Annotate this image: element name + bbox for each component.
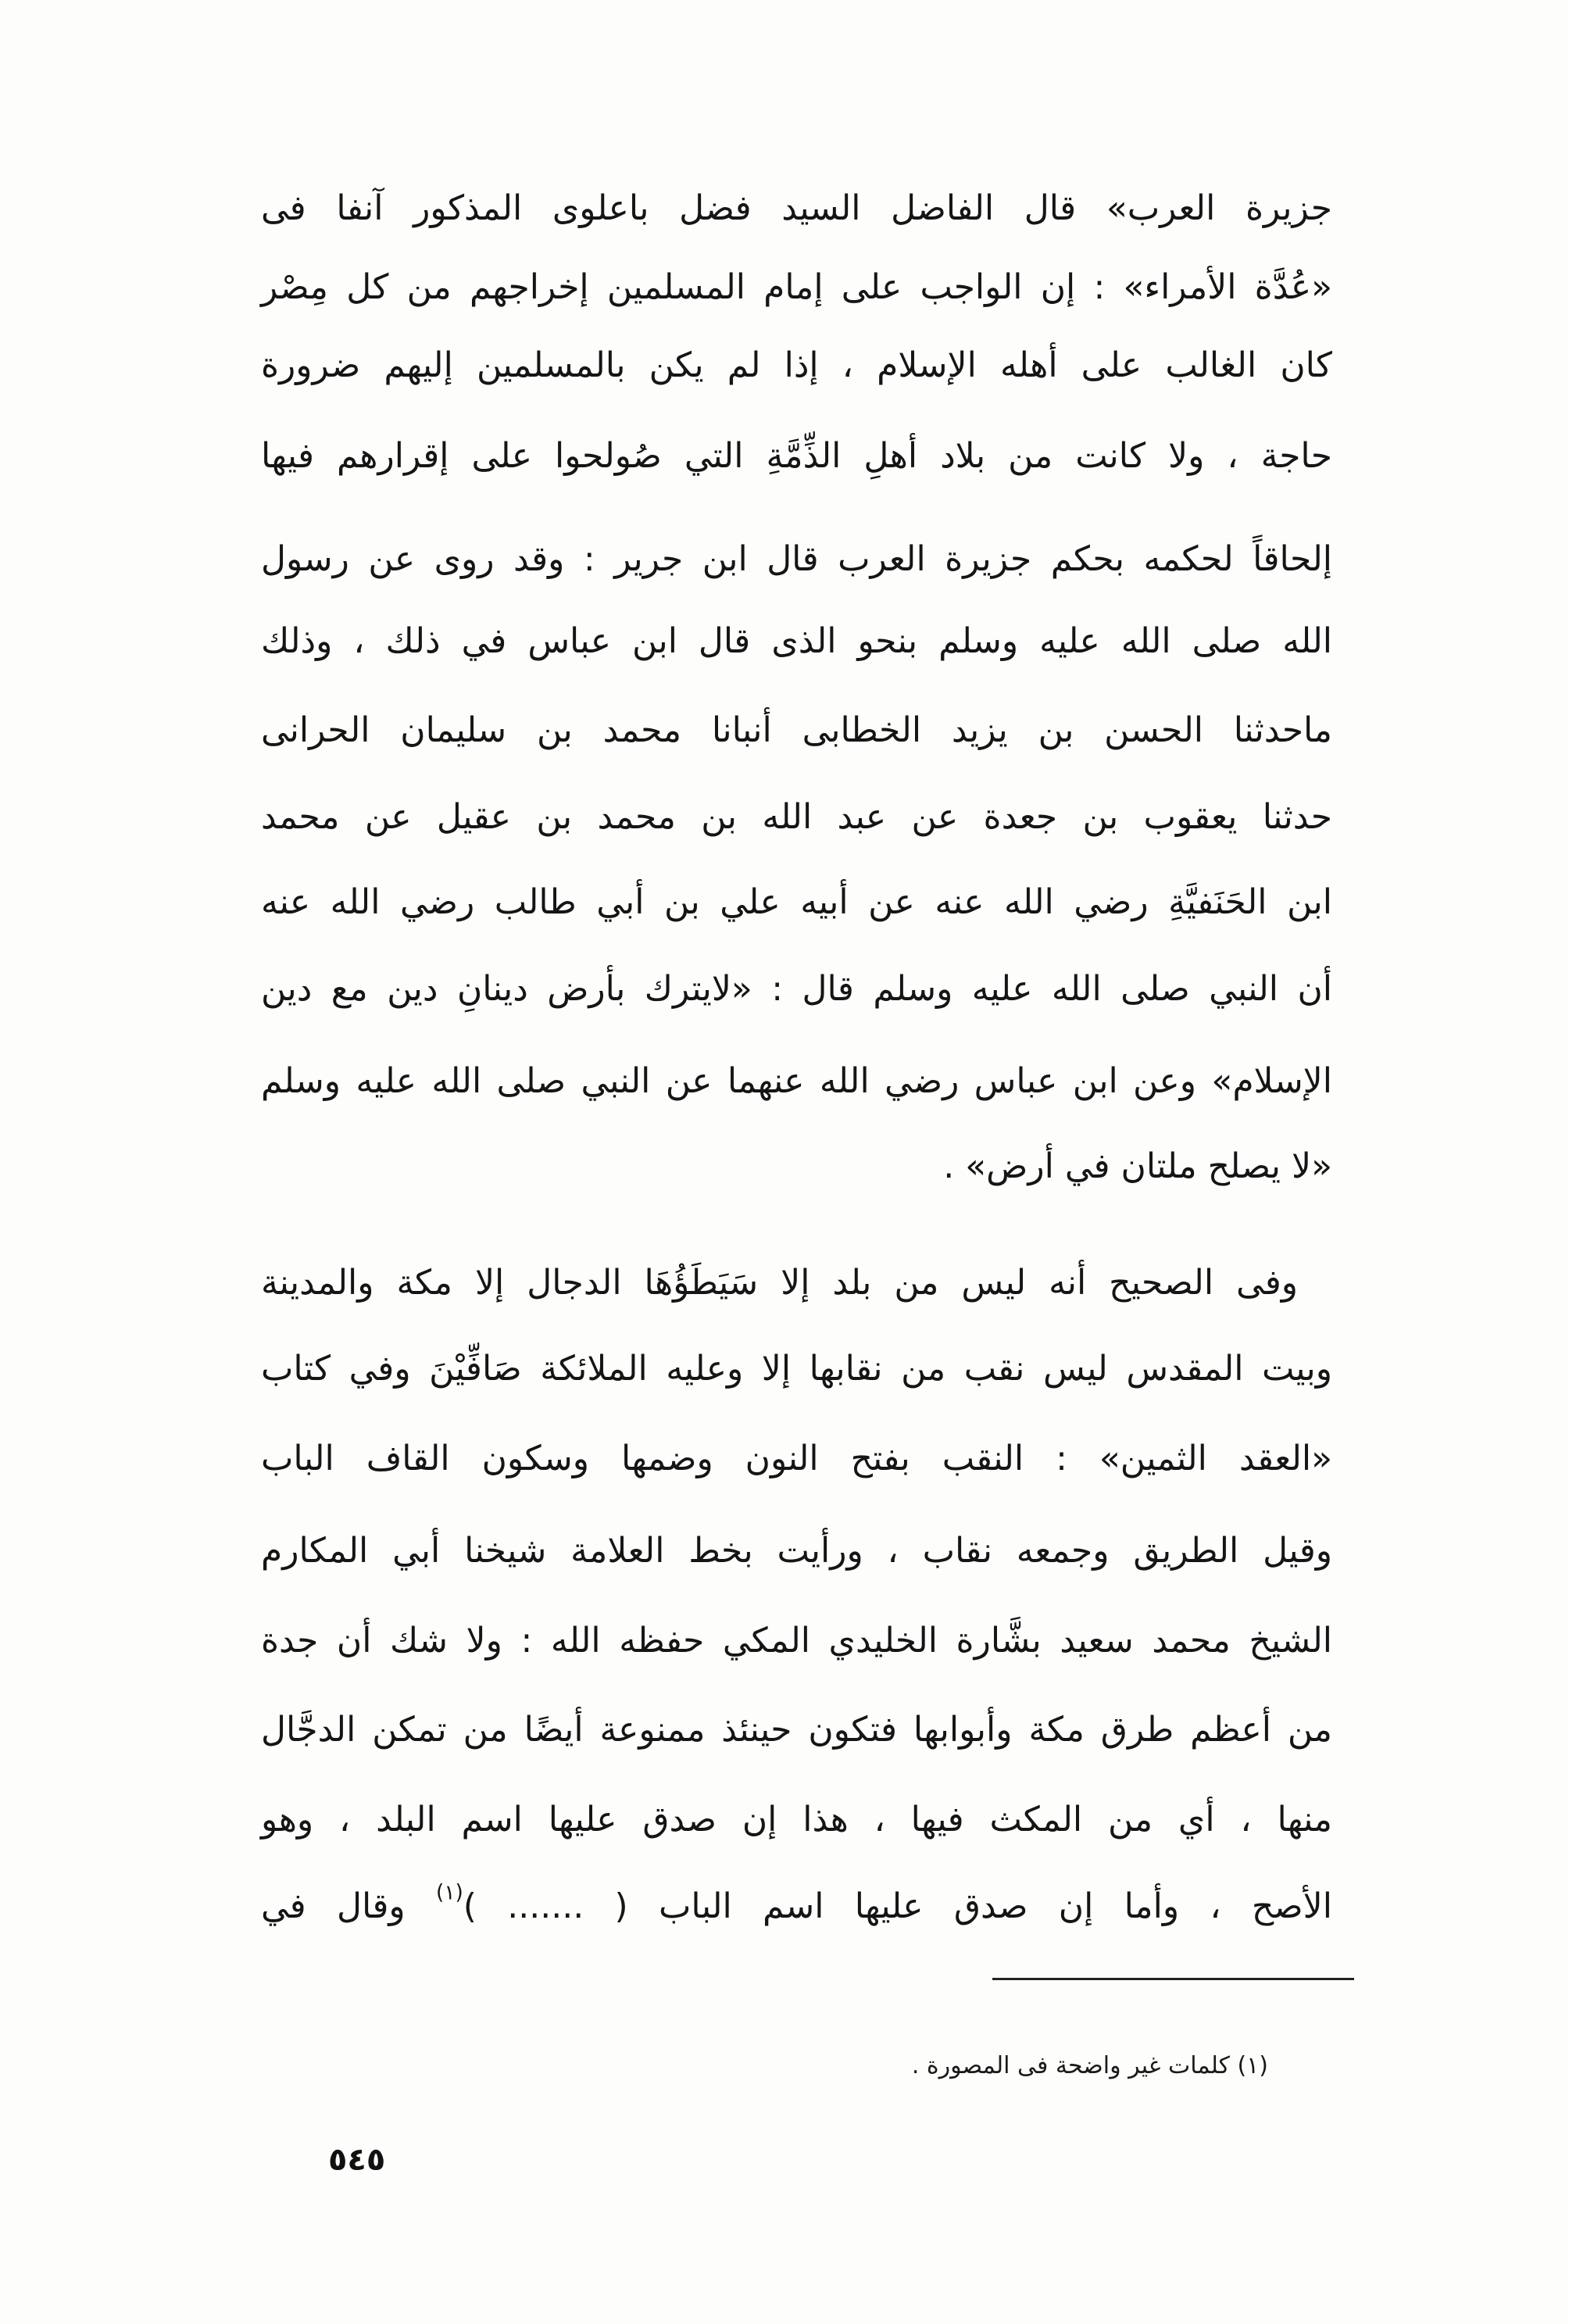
text-line: منها ، أي من المكث فيها ، هذا إن صدق عليها اسم البلد ، وهو: [261, 1800, 1332, 1840]
text-line: حدثنا يعقوب بن جعدة عن عبد الله بن محمد بن عقيل عن محمد: [261, 797, 1332, 837]
text-line: كان الغالب على أهله الإسلام ، إذا لم يكن بالمسلمين إليهم ضرورة: [261, 345, 1332, 385]
text-line: جزيرة العرب» قال الفاضل السيد فضل باعلوى المذكور آنفا فى: [261, 188, 1332, 228]
text-line: وفى الصحيح أنه ليس من بلد إلا سَيَطَؤُهَا الدجال إلا مكة والمدينة: [261, 1263, 1298, 1303]
text-line: الشيخ محمد سعيد بشَّارة الخليدي المكي حفظه الله : ولا شك أن جدة: [261, 1621, 1332, 1661]
text-line: «العقد الثمين» : النقب بفتح النون وضمها وسكون القاف الباب: [261, 1439, 1332, 1478]
text-line: إلحاقاً لحكمه بحكم جزيرة العرب قال ابن جرير : وقد روى عن رسول: [261, 539, 1332, 579]
text-line: الإسلام» وعن ابن عباس رضي الله عنهما عن النبي صلى الله عليه وسلم: [261, 1061, 1332, 1101]
text-line: وبيت المقدس ليس نقب من نقابها إلا وعليه الملائكة صَافِّيْنَ وفي كتاب: [261, 1349, 1332, 1389]
text-line: [261, 1875, 1332, 1938]
text-line: من أعظم طرق مكة وأبوابها فتكون حينئذ ممنوعة أيضًا من تمكن الدجَّال: [261, 1710, 1332, 1750]
text-line: أن النبي صلى الله عليه وسلم قال : «لايترك بأرض دينانِ دين مع دين: [261, 969, 1332, 1009]
page-number: ٥٤٥: [328, 2142, 386, 2178]
footnote: (١) كلمات غير واضحة فى المصورة .: [911, 2052, 1268, 2079]
text-line: حاجة ، ولا كانت من بلاد أهلِ الذِّمَّةِ التي صُولحوا على إقرارهم فيها: [261, 436, 1332, 476]
text-line: ابن الحَنَفيَّةِ رضي الله عنه عن أبيه علي بن أبي طالب رضي الله عنه: [261, 882, 1332, 922]
text-segment: الأصح ، وأما إن صدق عليها اسم الباب ( ....... ): [463, 1886, 1332, 1926]
text-line: وقيل الطريق وجمعه نقاب ، ورأيت بخط العلامة شيخنا أبي المكارم: [261, 1531, 1332, 1571]
text-line: «لا يصلح ملتان في أرض» .: [943, 1146, 1332, 1186]
text-segment: وقال في: [261, 1886, 406, 1926]
footnote-reference: (١): [436, 1880, 463, 1905]
text-line: «عُدَّة الأمراء» : إن الواجب على إمام المسلمين إخراجهم من كل مِصْر: [261, 267, 1332, 307]
text-line: الله صلى الله عليه وسلم بنحو الذى قال ابن عباس في ذلك ، وذلك: [261, 621, 1332, 661]
text-line: ماحدثنا الحسن بن يزيد الخطابى أنبانا محمد بن سليمان الحرانى: [261, 710, 1332, 750]
footnote-divider: [992, 1978, 1354, 1980]
